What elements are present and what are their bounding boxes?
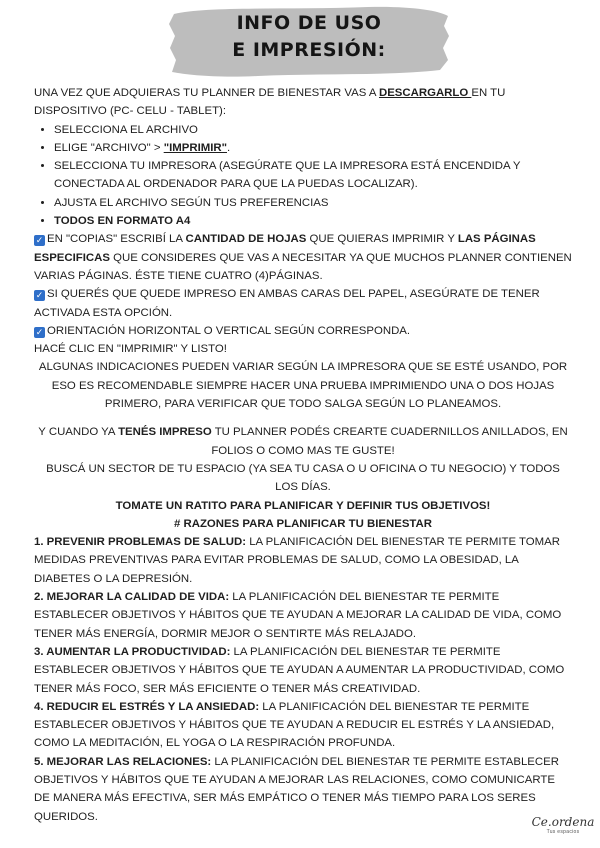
intro-paragraph: UNA VEZ QUE ADQUIERAS TU PLANNER DE BIENESTAR VAS A DESCARGARLO EN TU DISPOSITIVO (PC- CELU - TABLET): (34, 87, 506, 118)
intro-bold-word: DESCARGARLO (378, 87, 472, 99)
title-line-1: INFO DE USO (236, 12, 382, 34)
list-item: • SELECCIONA EL ARCHIVO (54, 121, 572, 139)
checkmark-icon: ✓ (35, 235, 44, 246)
brand-logo (531, 815, 595, 835)
list-item: 4. REDUCIR EL ESTRÉS Y LA ANSIEDAD: LA PLANIFICACIÓN DEL BIENESTAR TE PERMITE ESTABLECER OBJETIVOS Y HÁBITOS QUE TE AYUDAN A REDUCIR EL ESTRÉS Y LA ANSIEDAD, COMO LA MEDITACIÓN, EL YOGA O LA RESPIRACIÓN PROFUNDA. (34, 700, 555, 750)
steps-list (34, 121, 572, 231)
final-step: HACÉ CLIC EN "IMPRIMIR" Y LISTO! (34, 343, 227, 356)
page-title (168, 10, 450, 64)
list-item: • SELECCIONA TU IMPRESORA (ASEGÚRATE QUE LA IMPRESORA ESTÁ ENCENDIDA Y CONECTADA AL ORDENADOR PARA QUE LA PUEDAS LOCALIZAR). (54, 157, 572, 194)
list-item: 5. MEJORAR LAS RELACIONES: LA PLANIFICACIÓN DEL BIENESTAR TE PERMITE ESTABLECER OBJETIVOS Y HÁBITOS QUE TE AYUDAN A MEJORAR LAS RELACIONES, COMO COMUNICARTE DE MANERA MÁS EFECTIVA, SER MÁS EMPÁTICO O TENER MÁS TIEMPO PARA LOS SERES QUERIDOS. (34, 755, 559, 823)
logo-tagline: Tus espacios (546, 829, 580, 835)
checkmark-icon: ✓ (35, 326, 44, 337)
cta-heading: TOMATE UN RATITO PARA PLANIFICAR Y DEFINIR TUS OBJETIVOS! (115, 499, 491, 512)
find-space-paragraph: BUSCÁ UN SECTOR DE TU ESPACIO (YA SEA TU CASA O U OFICINA O TU NEGOCIO) Y TODOS LOS DÍAS. (46, 462, 560, 494)
instructions-content (34, 84, 572, 826)
list-item: • TODOS EN FORMATO A4 (54, 212, 572, 230)
reasons-list (34, 533, 572, 826)
title-line-2: E IMPRESIÓN: (232, 39, 386, 61)
list-item: 1. PREVENIR PROBLEMAS DE SALUD: LA PLANIFICACIÓN DEL BIENESTAR TE PERMITE TOMAR MEDIDAS PREVENTIVAS PARA EVITAR PROBLEMAS DE SALUD, COMO LA OBESIDAD, LA DIABETES O LA DEPRESIÓN. (34, 536, 560, 585)
list-item: • ELIGE "ARCHIVO" > "IMPRIMIR". (54, 139, 572, 157)
logo-name: Ce.ordena (531, 815, 595, 829)
reasons-title: # RAZONES PARA PLANIFICAR TU BIENESTAR (174, 517, 432, 530)
printer-note: ALGUNAS INDICACIONES PUEDEN VARIAR SEGÚN LA IMPRESORA QUE SE ESTÉ USANDO, POR ESO ES RECOMENDABLE SIEMPRE HACER UNA PRUEBA IMPRIMIENDO UNA O DOS HOJAS PRIMERO, PARA VERIFICAR QUE TODO SALGA SEGÚN LO PLANEAMOS. (38, 361, 568, 411)
title-block (168, 4, 450, 78)
after-print-paragraph: Y CUANDO YA TENÉS IMPRESO TU PLANNER PODÉS CREARTE CUADERNILLOS ANILLADOS, EN FOLIOS O COMO MAS TE GUSTE! (38, 426, 568, 457)
check-item-duplex: ✓ SI QUERÉS QUE QUEDE IMPRESO EN AMBAS CARAS DEL PAPEL, ASEGÚRATE DE TENER ACTIVADA ESTA OPCIÓN. (34, 288, 540, 319)
checkmark-icon: ✓ (35, 290, 44, 301)
check-item-orientation: ✓ ORIENTACIÓN HORIZONTAL O VERTICAL SEGÚN CORRESPONDA. (35, 324, 411, 337)
list-item: • AJUSTA EL ARCHIVO SEGÚN TUS PREFERENCIAS (54, 194, 572, 212)
check-item-copies: ✓ EN "COPIAS" ESCRIBÍ LA CANTIDAD DE HOJAS QUE QUIERAS IMPRIMIR Y LAS PÁGINAS ESPECIFICAS QUE CONSIDERES QUE VAS A NECESITAR YA QUE MUCHOS PLANNER CONTIENEN VARIAS PÁGINAS. ÉSTE TIENE CUATRO (4)PÁGINAS. (34, 233, 572, 282)
list-item: 2. MEJORAR LA CALIDAD DE VIDA: LA PLANIFICACIÓN DEL BIENESTAR TE PERMITE ESTABLECER OBJETIVOS Y HÁBITOS QUE TE AYUDAN A MEJORAR LA CALIDAD DE VIDA, COMO TENER MÁS ENERGÍA, DORMIR MEJOR O SENTIRTE MÁS RELAJADO. (34, 591, 562, 640)
list-item: 3. AUMENTAR LA PRODUCTIVIDAD: LA PLANIFICACIÓN DEL BIENESTAR TE PERMITE ESTABLECER OBJETIVOS Y HÁBITOS QUE TE AYUDAN A AUMENTAR LA PRODUCTIVIDAD, COMO TENER MÁS FOCO, SER MÁS EFICIENTE O TENER MÁS CREATIVIDAD. (34, 645, 565, 695)
